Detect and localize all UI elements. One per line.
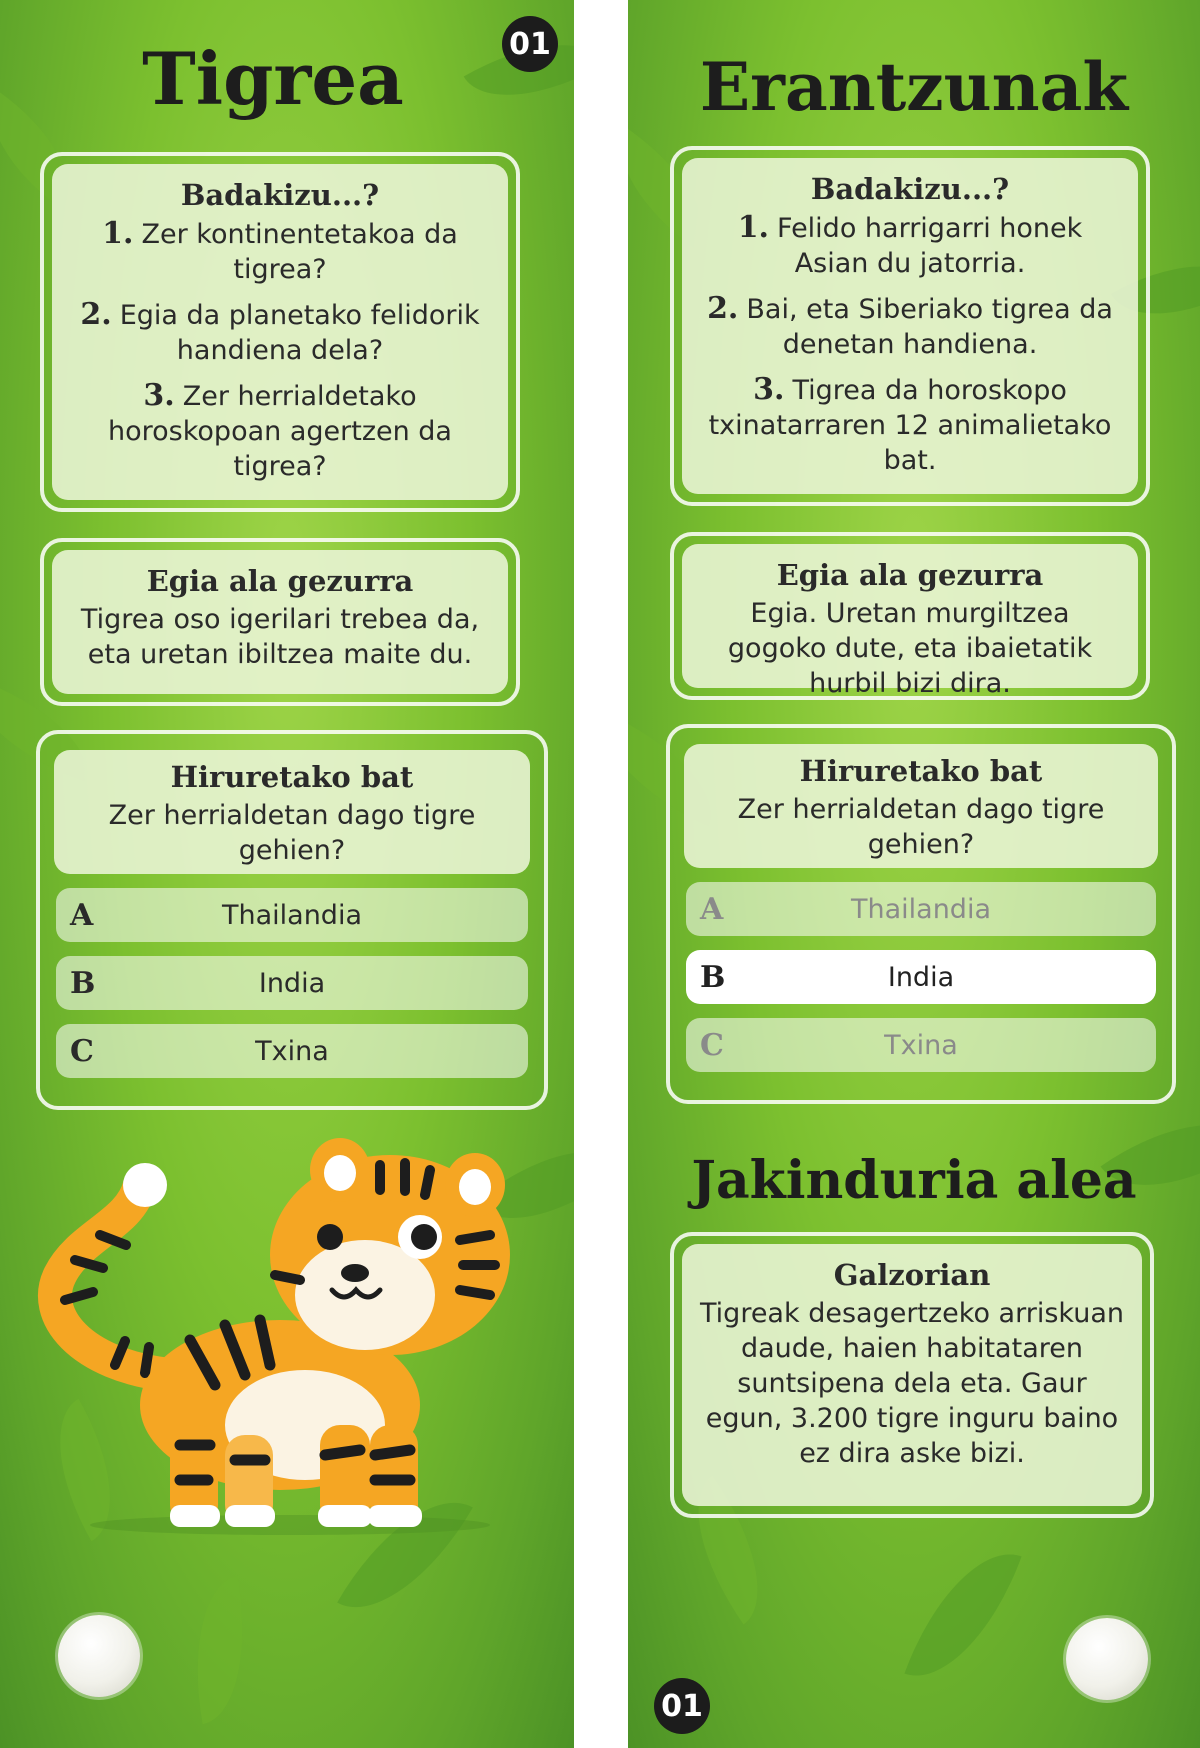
question-item: 3. Zer herrialdetako horoskopoan agertzen da tigrea?: [108, 378, 452, 482]
option-b[interactable]: B India: [56, 956, 528, 1010]
multiple-choice-box: [36, 730, 548, 1110]
question-card: [0, 0, 574, 1748]
statement-text: Tigrea oso igerilari trebea da, eta uretan ibiltzea maite du.: [80, 604, 480, 670]
option-c[interactable]: C Txina: [56, 1024, 528, 1078]
did-you-know-answers-box: [670, 146, 1150, 506]
option-b-correct: B India: [686, 950, 1156, 1004]
true-false-box: [40, 538, 520, 706]
box-title: Galzorian: [833, 1258, 991, 1292]
box-title: Hiruretako bat: [170, 760, 414, 794]
leaf-decoration: [904, 1533, 1021, 1698]
multiple-choice-answer-box: [666, 724, 1176, 1104]
box-title: Badakizu...?: [180, 178, 380, 212]
box-title: Hiruretako bat: [799, 754, 1043, 788]
box-title: Badakizu...?: [810, 172, 1010, 206]
true-false-answer-box: [670, 532, 1150, 700]
box-title: Egia ala gezurra: [776, 558, 1044, 592]
fact-text: Tigreak desagertzeko arriskuan daude, haien habitataren suntsipena dela eta. Gaur egun, 3.200 tigre inguru baino ez dira aske bizi.: [700, 1298, 1124, 1469]
question-item: 1. Zer kontinentetakoa da tigrea?: [102, 216, 458, 285]
box-title: Egia ala gezurra: [146, 564, 414, 598]
card-title: Erantzunak: [699, 48, 1129, 126]
fact-box: [670, 1232, 1154, 1518]
option-a[interactable]: A Thailandia: [56, 888, 528, 942]
card-number-badge: 01: [654, 1678, 710, 1734]
punch-hole: [58, 1615, 140, 1697]
answer-item: 3. Tigrea da horoskopo txinatarraren 12 animalietako bat.: [708, 372, 1112, 476]
question-text: Zer herrialdetan dago tigre gehien?: [108, 800, 476, 866]
option-a: A Thailandia: [686, 882, 1156, 936]
tiger-illustration: [20, 1125, 560, 1535]
question-item: 2. Egia da planetako felidorik handiena dela?: [80, 297, 480, 366]
card-title: Tigrea: [142, 36, 404, 121]
section-title: Jakinduria alea: [691, 1150, 1137, 1211]
punch-hole: [1066, 1618, 1148, 1700]
leaf-decoration: [178, 1576, 261, 1724]
answer-card: [628, 0, 1200, 1748]
did-you-know-box: [40, 152, 520, 512]
question-text: Zer herrialdetan dago tigre gehien?: [737, 794, 1105, 860]
answer-item: 1. Felido harrigarri honek Asian du jatorria.: [737, 210, 1083, 279]
card-number-badge: 01: [502, 16, 558, 72]
answer-text: Egia. Uretan murgiltzea gogoko dute, eta ibaietatik hurbil bizi dira.: [727, 598, 1093, 699]
option-c: C Txina: [686, 1018, 1156, 1072]
answer-item: 2. Bai, eta Siberiako tigrea da denetan handiena.: [707, 291, 1113, 360]
